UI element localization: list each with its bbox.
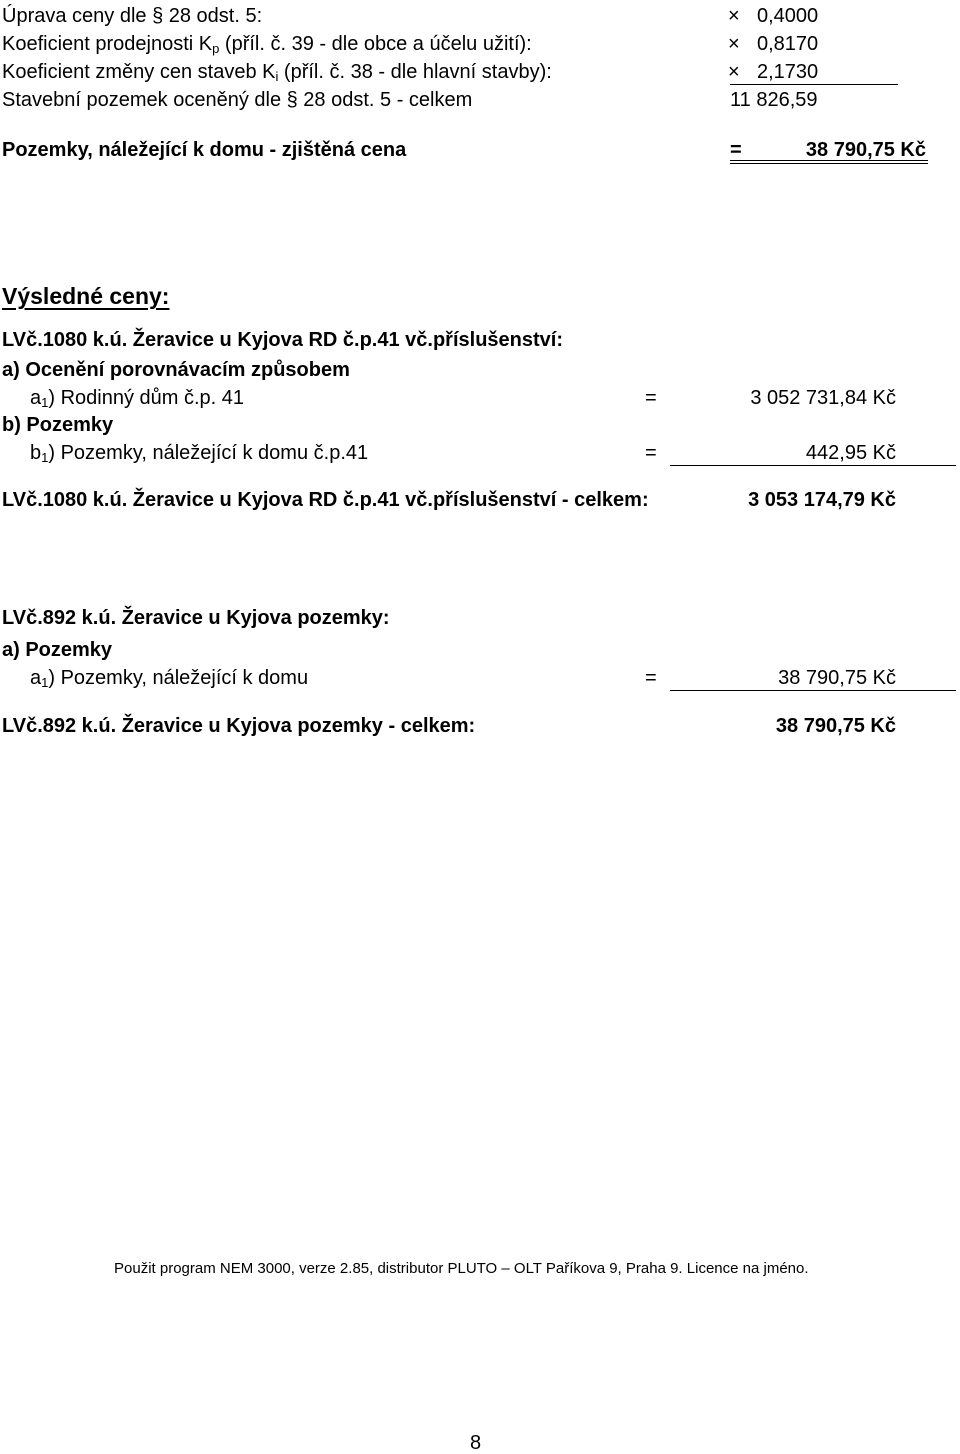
pozemky-zjistena-cena-label: Pozemky, náležející k domu - zjištěná cena: [2, 139, 407, 161]
value-stavebni-pozemek: 11 826,59: [730, 89, 818, 111]
lv892-total-label: LVč.892 k.ú. Žeravice u Kyjova pozemky - celkem:: [2, 715, 476, 737]
lv1080-total-label: LVč.1080 k.ú. Žeravice u Kyjova RD č.p.41 vč.příslušenství - celkem:: [2, 489, 649, 511]
row-label-koef-zmeny-cen: Koeficient změny cen staveb $K_i$ (příl. č. 38 - dle hlavní stavby):: [2, 61, 552, 84]
lv1080-b1-label: $b_1$) Pozemky, náležející k domu č.p.41: [30, 442, 369, 465]
sum-rule: [670, 690, 956, 691]
value-uprava-ceny: 0,4000: [757, 5, 819, 27]
lv892-title: LVč.892 k.ú. Žeravice u Kyjova pozemky:: [2, 607, 390, 629]
lv892-a1-value: 38 790,75 Kč: [778, 667, 896, 689]
row-label-koef-prodejnosti: Koeficient prodejnosti $K_p$ (příl. č. 39 - dle obce a účelu užití):: [2, 33, 532, 56]
value-koef-zmeny-cen: 2,1730: [757, 61, 819, 83]
lv1080-b1-value: 442,95 Kč: [805, 442, 896, 464]
sum-rule: [670, 465, 956, 466]
lv1080-title: LVč.1080 k.ú. Žeravice u Kyjova RD č.p.41 vč.příslušenství:: [2, 329, 563, 351]
lv892-a1-label: $a_1$) Pozemky, náležející k domu: [30, 667, 309, 690]
lv1080-section-b: b) Pozemky: [2, 414, 114, 436]
multiply-sign: ×: [728, 5, 740, 27]
equals-sign: =: [645, 387, 657, 409]
lv1080-section-a: a) Ocenění porovnávacím způsobem: [2, 359, 350, 381]
lv1080-total-value: 3 053 174,79 Kč: [748, 489, 896, 511]
lv1080-a1-label: $a_1$) Rodinný dům č.p. 41: [30, 387, 245, 410]
value-koef-prodejnosti: 0,8170: [757, 33, 819, 55]
lv892-section-a: a) Pozemky: [2, 639, 113, 661]
pozemky-zjistena-cena-value: 38 790,75 Kč: [805, 139, 926, 161]
lv1080-a1-value: 3 052 731,84 Kč: [750, 387, 896, 409]
row-label-stavebni-pozemek: Stavební pozemek oceněný dle § 28 odst. 5 - celkem: [2, 89, 473, 111]
software-note: Použit program NEM 3000, verze 2.85, distributor PLUTO – OLT Paříkova 9, Praha 9. Licence na jméno.: [114, 1260, 809, 1277]
lv892-total-value: 38 790,75 Kč: [775, 715, 896, 737]
subtotal-rule: [730, 84, 898, 85]
vysledne-ceny-heading: Výsledné ceny:: [2, 283, 170, 309]
page-number: 8: [470, 1432, 482, 1454]
equals-sign: =: [645, 442, 657, 464]
equals-sign: =: [645, 667, 657, 689]
equals-sign: =: [730, 139, 742, 161]
row-label-uprava-ceny: Úprava ceny dle § 28 odst. 5:: [2, 5, 263, 27]
multiply-sign: ×: [728, 33, 740, 55]
double-underline: [730, 160, 928, 164]
multiply-sign: ×: [728, 61, 740, 83]
